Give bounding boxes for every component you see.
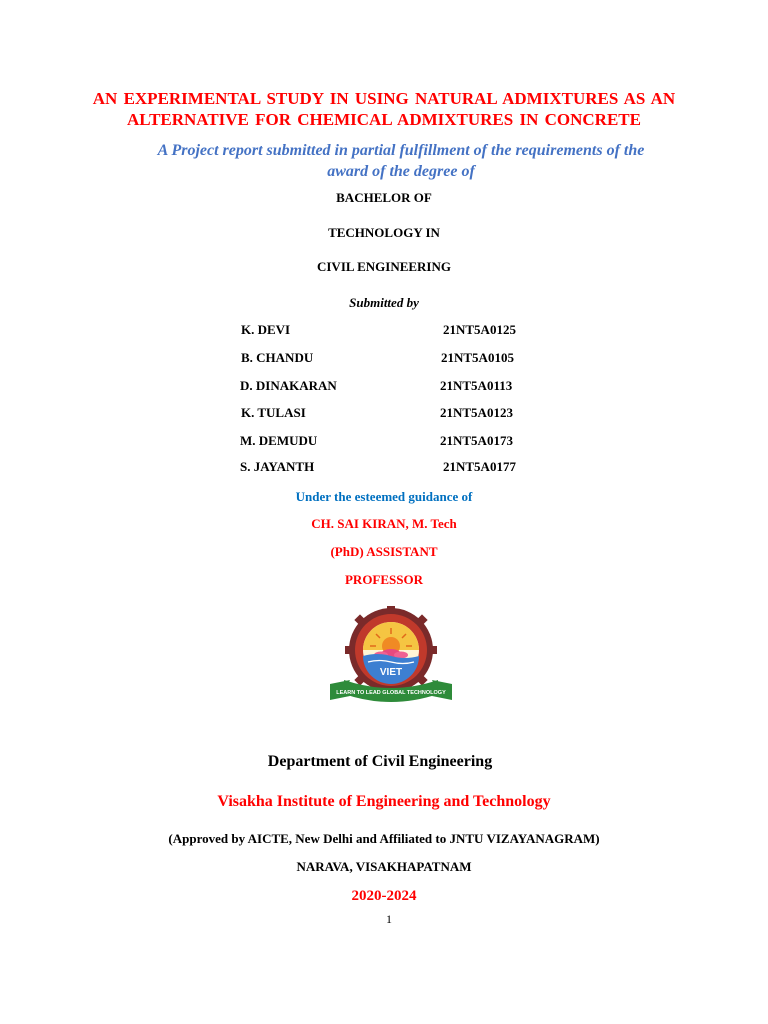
submitted-by-label: Submitted by — [349, 295, 419, 310]
college-logo — [326, 606, 456, 706]
department-name: Department of Civil Engineering — [267, 753, 493, 770]
report-subtitle — [0, 140, 768, 182]
guide-name: CH. SAI KIRAN, M. Tech — [311, 516, 457, 531]
approval-note: (Approved by AICTE, New Delhi and Affiliated to JNTU VIZAYANAGRAM) — [168, 831, 600, 846]
report-title-line-1: AN EXPERIMENTAL STUDY IN USING NATURAL ADMIXTURES AS AN — [92, 89, 676, 108]
guide-title-line-2: PROFESSOR — [344, 572, 423, 587]
report-subtitle-line-2: award of the degree of — [327, 163, 475, 180]
student-roll: 21NT5A0125 — [443, 322, 516, 337]
student-roll: 21NT5A0177 — [443, 459, 516, 474]
guidance-label: Under the esteemed guidance of — [295, 489, 473, 504]
degree-line-1: BACHELOR OF — [336, 190, 432, 205]
student-name: M. DEMUDU — [240, 433, 318, 448]
logo-acronym: VIET — [379, 667, 403, 678]
student-roll: 21NT5A0105 — [441, 350, 514, 365]
degree-line-2: TECHNOLOGY IN — [328, 225, 440, 240]
page-number: 1 — [386, 912, 392, 926]
student-name: K. DEVI — [241, 322, 291, 337]
report-title-line-2: ALTERNATIVE FOR CHEMICAL ADMIXTURES IN CONCRETE — [127, 110, 641, 129]
logo-motto: LEARN TO LEAD GLOBAL TECHNOLOGY — [336, 690, 446, 696]
student-roll: 21NT5A0123 — [440, 405, 513, 420]
degree-line-3: CIVIL ENGINEERING — [316, 259, 451, 274]
guide-title-line-1: (PhD) ASSISTANT — [330, 544, 438, 559]
institute-name: Visakha Institute of Engineering and Technology — [217, 793, 551, 810]
institute-location: NARAVA, VISAKHAPATNAM — [296, 859, 472, 874]
student-roll: 21NT5A0173 — [440, 433, 513, 448]
student-name: K. TULASI — [241, 405, 306, 420]
academic-years: 2020-2024 — [351, 888, 417, 904]
student-name: D. DINAKARAN — [240, 378, 337, 393]
student-roll: 21NT5A0113 — [440, 378, 513, 393]
student-name: S. JAYANTH — [240, 459, 315, 474]
report-subtitle-line-1: A Project report submitted in partial fulfillment of the requirements of the — [157, 142, 645, 159]
report-title — [0, 88, 768, 130]
student-name: B. CHANDU — [241, 350, 314, 365]
